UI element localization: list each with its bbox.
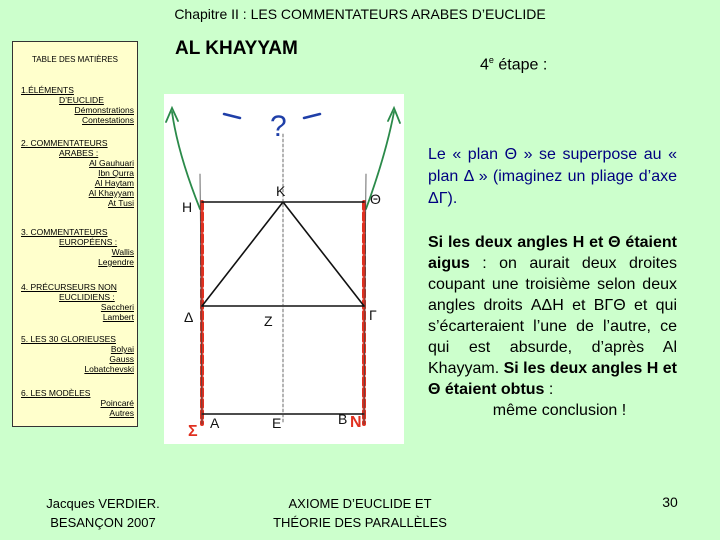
author-name: Jacques VERDIER. xyxy=(46,496,160,511)
step-suffix: e xyxy=(488,55,494,65)
label-theta: Θ xyxy=(370,191,381,207)
chapter-title: Chapitre II : LES COMMENTATEURS ARABES D’EUCLIDE xyxy=(174,6,546,22)
toc-section-link[interactable]: EUCLIDIENS : xyxy=(59,292,115,302)
toc-section-link[interactable]: EUROPÉENS : xyxy=(59,237,118,247)
toc-section-link[interactable]: 3. COMMENTATEURS xyxy=(21,227,108,237)
obtuse-case-colon: : xyxy=(544,381,554,398)
label-n: N xyxy=(350,414,362,431)
question-mark-label: ? xyxy=(270,110,287,143)
toc-section-link[interactable]: 2. COMMENTATEURS xyxy=(21,138,108,148)
toc-item-link[interactable]: Al Gauhuari xyxy=(89,158,134,168)
toc-item-link[interactable]: Wallis xyxy=(111,247,134,257)
label-b: B xyxy=(338,411,348,427)
toc-section-link[interactable]: 1.ÉLÉMENTS xyxy=(21,85,74,95)
blue-dash-left xyxy=(224,114,240,118)
left-triangle-side xyxy=(202,202,283,306)
toc-section-link[interactable]: D’EUCLIDE xyxy=(59,95,104,105)
toc-item-link[interactable]: At Tusi xyxy=(108,198,134,208)
toc-item-link[interactable]: Lobatchevski xyxy=(84,364,134,374)
toc-item-link[interactable]: Bolyai xyxy=(110,344,134,354)
argument-text xyxy=(428,232,677,421)
toc-item-link[interactable]: Al Khayyam xyxy=(88,188,134,198)
toc-item-link[interactable]: Saccheri xyxy=(100,302,134,312)
step-number: 4 xyxy=(480,56,489,74)
toc-section-link[interactable]: 5. LES 30 GLORIEUSES xyxy=(21,334,116,344)
toc-item-link[interactable]: Gauss xyxy=(109,354,134,364)
label-h: H xyxy=(182,199,193,215)
course-title-line2: THÉORIE DES PARALLÈLES xyxy=(273,515,447,530)
footer-course-title xyxy=(255,494,465,532)
geometry-diagram xyxy=(164,94,404,444)
label-a: A xyxy=(210,415,220,431)
left-diverging-curve xyxy=(172,112,200,209)
toc-item-link[interactable]: Poincaré xyxy=(100,398,134,408)
course-title-line1: AXIOME D’EUCLIDE ET xyxy=(288,496,432,511)
author-place-year: BESANÇON 2007 xyxy=(50,515,156,530)
label-k: K xyxy=(276,183,286,199)
footer-author xyxy=(28,494,178,532)
overlay-explanation: Le « plan Θ » se superpose au « plan Δ » (imaginez un pliage d’axe ΔΓ). xyxy=(428,146,677,207)
toc-item-link[interactable]: Al Haytam xyxy=(94,178,134,188)
label-e: E xyxy=(272,415,282,431)
label-sigma: Σ xyxy=(188,423,198,440)
toc-item-link[interactable]: Ibn Qurra xyxy=(98,168,134,178)
right-triangle-side xyxy=(283,202,364,306)
toc-section-link[interactable]: ARABES : xyxy=(59,148,99,158)
obtuse-case-heading: Si les deux angles H et Θ étaient obtus xyxy=(428,360,677,398)
page-number: 30 xyxy=(662,494,678,510)
label-z: Z xyxy=(264,313,273,329)
label-gamma: Γ xyxy=(369,307,377,323)
toc-item-link[interactable]: Démonstrations xyxy=(74,105,134,115)
toc-item-link[interactable]: Contestations xyxy=(82,115,134,125)
acute-case-text: : on aurait deux droites coupant une troisième selon deux angles droits ΑΔΗ et ΒΓΘ et qui s’écarteraient l’une de l’autre, ce qui est absurde, d’après Al Khayyam. xyxy=(428,255,677,377)
toc-panel xyxy=(12,41,138,427)
step-label xyxy=(480,55,547,74)
conclusion-text: même conclusion ! xyxy=(492,402,627,419)
acute-case-heading: Si les deux angles H et Θ étaient aigus xyxy=(428,234,677,272)
label-delta: Δ xyxy=(184,309,194,325)
toc-section-link[interactable]: 6. LES MODÈLES xyxy=(21,388,91,398)
toc-heading: TABLE DES MATIÈRES xyxy=(32,55,118,64)
blue-dash-right xyxy=(304,114,320,118)
toc-item-link[interactable]: Legendre xyxy=(98,257,134,267)
toc-item-link[interactable]: Autres xyxy=(109,408,134,418)
step-text: étape : xyxy=(498,56,548,74)
main-title: AL KHAYYAM xyxy=(175,38,298,59)
toc-section-link[interactable]: 4. PRÉCURSEURS NON xyxy=(21,282,117,292)
toc-item-link[interactable]: Lambert xyxy=(102,312,134,322)
